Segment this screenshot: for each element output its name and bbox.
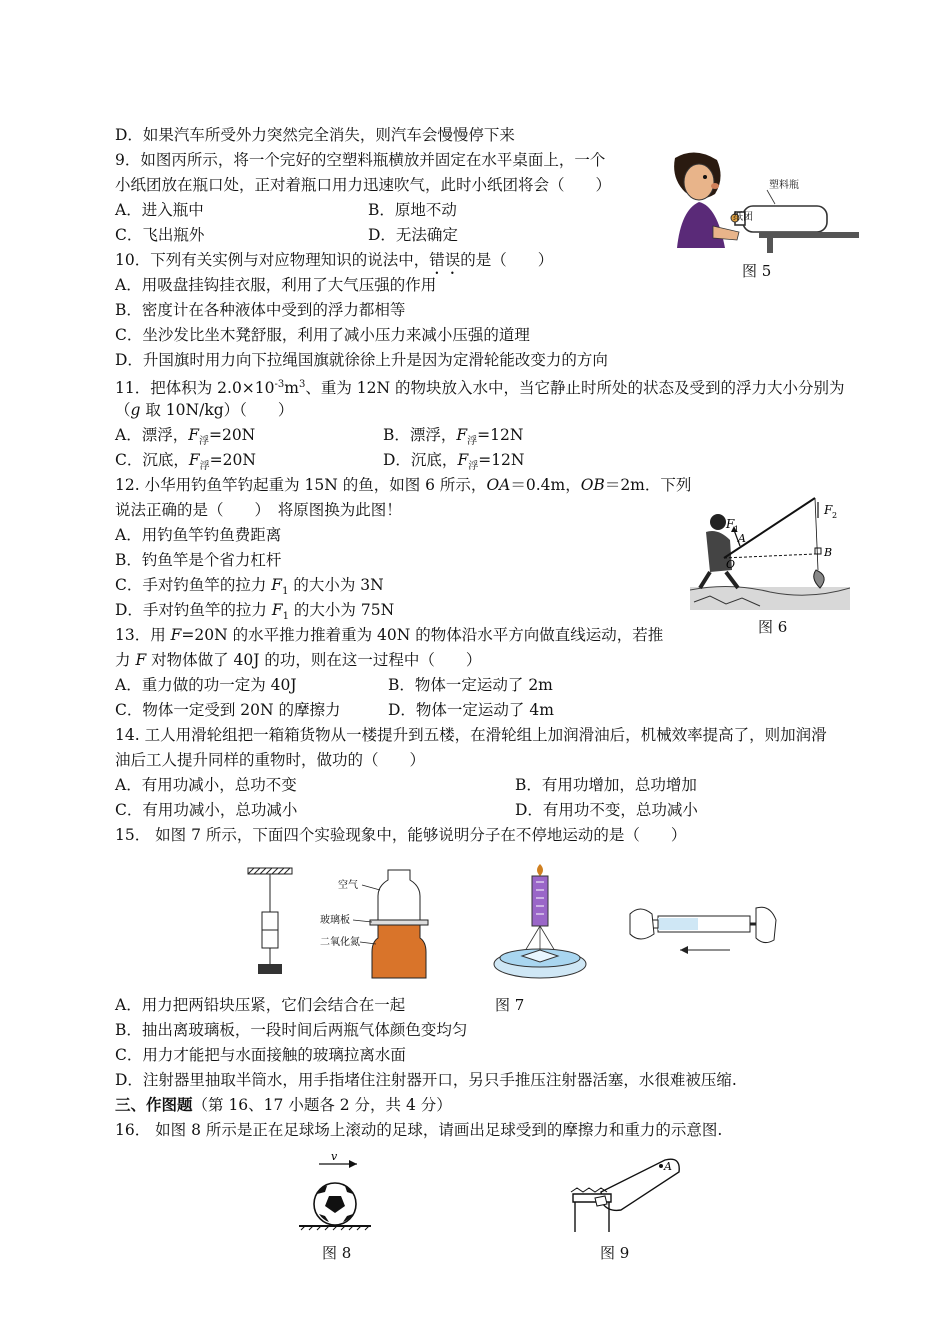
fig6-label-F1: F: [726, 517, 735, 531]
q14-stem-line2: 油后工人提升同样的重物时，做功的（ ）: [115, 751, 426, 769]
section-3-note: （第 16、17 小题各 2 分，共 4 分）: [192, 1096, 452, 1114]
q15-stem: 15． 如图 7 所示，下面四个实验现象中，能够说明分子在不停地运动的是（ ）: [115, 826, 687, 844]
q12-option-c: C．手对钓鱼竿的拉力 $F_1$ 的大小为 3N: [115, 576, 384, 598]
q9-option-b: B．原地不动: [368, 201, 457, 219]
q10-emphasis: 错误: [429, 251, 461, 269]
q15-option-c: C．用力才能把与水面接触的玻璃拉离水面: [115, 1046, 406, 1064]
fig6-label-O: O: [726, 558, 736, 571]
q11-option-b: B．漂浮，$F_浮=12N$: [383, 426, 524, 448]
fig7-glass-on-water: [494, 864, 586, 978]
fig6-label-F2-sub: 2: [832, 511, 838, 520]
q11-option-d: D．沉底，$F_浮=12N$: [383, 451, 525, 473]
q13-option-d: D．物体一定运动了 4m: [388, 701, 554, 719]
q8-option-d: D．如果汽车所受外力突然完全消失，则汽车会慢慢停下来: [115, 126, 515, 144]
q10-stem: 10．下列有关实例与对应物理知识的说法中，错误的是（ ）: [115, 251, 554, 269]
q9-stem-line1: 9．如图丙所示，将一个完好的空塑料瓶横放并固定在水平桌面上，一个: [115, 151, 606, 169]
q12-option-d: D．手对钓鱼竿的拉力 $F_1$ 的大小为 75N: [115, 601, 395, 623]
fig9-label-A: A: [664, 1160, 672, 1173]
q10-option-a: A．用吸盘挂钩挂衣服，利用了大气压强的作用: [115, 276, 437, 294]
fig8-label-v: v: [331, 1150, 338, 1163]
q13-option-b: B．物体一定运动了 2m: [388, 676, 553, 694]
figure-6-caption: 图 6: [758, 618, 788, 636]
figure-7-experiments: [240, 860, 780, 988]
figure-9-caption: 图 9: [600, 1244, 630, 1262]
fig5-label-bottle: 塑料瓶: [769, 180, 799, 191]
q13-option-c: C．物体一定受到 20N 的摩擦力: [115, 701, 341, 719]
q14-stem-line1: 14. 工人用滑轮组把一箱箱货物从一楼提升到五楼，在滑轮组上加润滑油后，机械效率提高了，则加润滑: [115, 726, 827, 744]
q9-option-d: D．无法确定: [368, 226, 458, 244]
figure-9-bottle-opener: [565, 1152, 685, 1234]
section-3-heading: [115, 1095, 452, 1115]
q10-option-c: C．坐沙发比坐木凳舒服，利用了减小压力来减小压强的道理: [115, 326, 530, 344]
q11-option-c: C．沉底，$F_浮=20N$: [115, 451, 256, 473]
q13-stem-line2: 力 F 对物体做了 40J 的功，则在这一过程中（ ）: [115, 651, 482, 669]
figure-5-girl-blowing-bottle: [655, 148, 860, 253]
q12-option-b: B．钓鱼竿是个省力杠杆: [115, 551, 282, 569]
fig5-label-paper: 纸团: [733, 212, 753, 223]
q15-option-b: B．抽出离玻璃板，一段时间后两瓶气体颜色变均匀: [115, 1021, 468, 1039]
q12-option-a: A．用钓鱼竿钓鱼费距离: [115, 526, 282, 544]
q15-option-d: D．注射器里抽取半筒水，用手指堵住注射器开口，另只手推压注射器活塞，水很难被压缩.: [115, 1071, 737, 1089]
section-3-title: 三、作图题: [115, 1095, 193, 1114]
fig7-label-glass: 玻璃板: [320, 915, 350, 926]
q14-option-c: C．有用功减小，总功减小: [115, 801, 298, 819]
q9-stem-line2: 小纸团放在瓶口处，正对着瓶口用力迅速吹气，此时小纸团将会（ ）: [115, 176, 612, 194]
fig6-label-F1-sub: 1: [734, 525, 740, 534]
figure-8-caption: 图 8: [322, 1244, 352, 1262]
q12-stem-line2: 说法正确的是（ ） 将原图换为此图！: [115, 501, 402, 519]
q9-option-a: A．进入瓶中: [115, 201, 204, 219]
q14-option-a: A．有用功减小，总功不变: [115, 776, 297, 794]
figure-5-caption: 图 5: [742, 262, 772, 280]
figure-7-caption: 图 7: [495, 996, 525, 1014]
q13-stem-line1: 13．用 F=20N 的水平推力推着重为 40N 的物体沿水平方向做直线运动，若推: [115, 626, 664, 644]
fig7-gas-bottles: [320, 870, 428, 978]
q16-stem: 16． 如图 8 所示是正在足球场上滚动的足球，请画出足球受到的摩擦力和重力的示意图.: [115, 1121, 723, 1139]
q11-stem-line1: 11．把体积为 $2.0\times 10^{-3}m^3$、重为 12N 的物块放入水中，当它静止时所处的状态及受到的浮力大小分别为: [115, 379, 845, 398]
q11-option-a: A．漂浮，$F_浮=20N$: [115, 426, 256, 448]
q14-option-d: D．有用功不变，总功减小: [515, 801, 698, 819]
q13-option-a: A．重力做的功一定为 40J: [115, 676, 297, 694]
fig7-label-no2: 二氧化氮: [320, 937, 360, 948]
q9-option-c: C．飞出瓶外: [115, 226, 205, 244]
q15-option-a: A．用力把两铅块压紧，它们会结合在一起: [115, 996, 406, 1014]
q12-stem-line1: 12. 小华用钓鱼竿钓起重为 15N 的鱼，如图 6 所示，OA＝0.4m，OB＝2m．下列: [115, 476, 692, 494]
fig7-syringe: [630, 907, 776, 954]
fig6-label-A: A: [738, 532, 746, 545]
figure-8-football: [295, 1150, 375, 1235]
q11-stem-line2: （g 取 10N/kg）（ ）: [115, 401, 294, 419]
fig7-label-air: 空气: [338, 880, 358, 891]
q14-option-b: B．有用功增加，总功增加: [515, 776, 697, 794]
q10-option-b: B．密度计在各种液体中受到的浮力都相等: [115, 301, 406, 319]
fig6-label-B: B: [824, 546, 833, 559]
fig7-lead-blocks: [248, 868, 292, 974]
figure-6-fishing-rod: [690, 492, 850, 610]
q10-option-d: D．升国旗时用力向下拉绳国旗就徐徐上升是因为定滑轮能改变力的方向: [115, 351, 608, 369]
fig6-label-F2: F: [824, 503, 833, 517]
